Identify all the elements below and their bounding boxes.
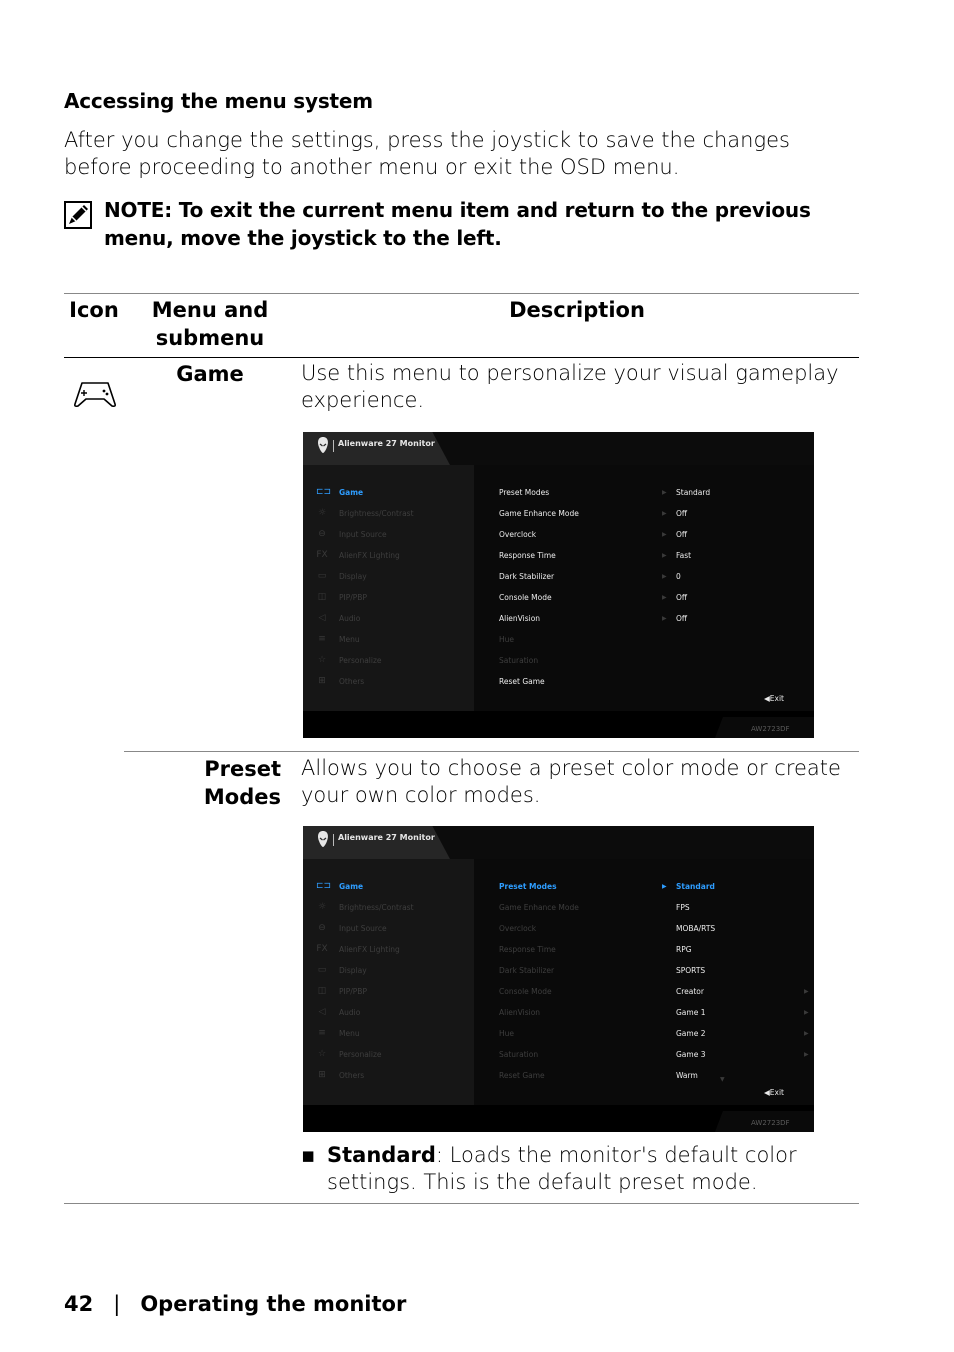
gamepad-icon: ⊏⊐: [316, 881, 332, 891]
osd-left-item: AlienFX Lighting: [339, 551, 400, 560]
arrow-right-icon: ▶: [662, 531, 667, 538]
osd-left-item: Brightness/Contrast: [339, 509, 414, 518]
menu-game: Game: [176, 362, 244, 386]
osd-model: AW2723DF: [751, 725, 790, 733]
osd-left-item: Audio: [339, 1008, 361, 1017]
alienware-logo-icon: [317, 437, 329, 453]
osd-preset-option: Game 1: [676, 1008, 706, 1017]
osd-submenu-item: Overclock: [499, 530, 537, 539]
arrow-right-icon: ▶: [662, 883, 667, 890]
osd-submenu-item: Console Mode: [499, 593, 552, 602]
page-footer: 42 | Operating the monitor: [64, 1292, 407, 1316]
arrow-right-icon: ▶: [662, 552, 667, 559]
osd-left-item: Menu: [339, 635, 360, 644]
audio-icon: ◁: [318, 613, 326, 623]
arrow-right-icon: ▶: [804, 988, 809, 995]
arrow-right-icon: ▶: [662, 489, 667, 496]
gamepad-icon: ⊏⊐: [316, 487, 332, 497]
osd-model: AW2723DF: [751, 1119, 790, 1127]
osd-submenu-item: AlienVision: [499, 614, 541, 623]
arrow-right-icon: ▶: [662, 510, 667, 517]
osd-value: Off: [676, 509, 688, 518]
osd-exit: ◀Exit: [764, 694, 784, 703]
fx-icon: FX: [316, 944, 328, 954]
osd-left-item: Others: [339, 677, 365, 686]
osd-left-item: PIP/PBP: [339, 987, 367, 996]
osd-preset-option: SPORTS: [676, 966, 706, 975]
osd-submenu-item: Dark Stabilizer: [499, 572, 555, 581]
osd-left-item: Input Source: [339, 924, 387, 933]
bullet-text: : Loads the monitor's default color settings. This is the default preset mode.: [327, 1143, 797, 1194]
osd-value: Off: [676, 614, 688, 623]
osd-submenu-item: Preset Modes: [499, 882, 557, 891]
fx-icon: FX: [316, 550, 328, 560]
osd-left-item: Display: [339, 572, 367, 581]
osd-preset-option: FPS: [676, 903, 690, 912]
osd-preset-option: Game 3: [676, 1050, 706, 1059]
section-heading: Accessing the menu system: [64, 89, 373, 113]
page-number: 42: [64, 1292, 94, 1316]
pip-icon: ◫: [317, 986, 327, 996]
brightness-icon: ☼: [317, 508, 327, 518]
star-icon: ☆: [317, 1049, 327, 1059]
input-icon: ⊖: [318, 529, 326, 539]
arrow-right-icon: ▶: [804, 1009, 809, 1016]
osd-submenu-item: Reset Game: [499, 677, 545, 686]
arrow-right-icon: ▶: [662, 615, 667, 622]
audio-icon: ◁: [318, 1007, 326, 1017]
osd-submenu-item: Response Time: [499, 945, 556, 954]
input-icon: ⊖: [318, 923, 326, 933]
scroll-down-icon: ▼: [720, 1076, 725, 1083]
menu-icon: ≡: [318, 634, 326, 644]
osd-submenu-item: Game Enhance Mode: [499, 509, 579, 518]
bullet-marker: ▪: [301, 1143, 316, 1167]
osd-value: Off: [676, 593, 688, 602]
osd-submenu-item: Reset Game: [499, 1071, 545, 1080]
gamepad-icon: [72, 380, 118, 408]
osd-value: Off: [676, 530, 688, 539]
osd-left-item: AlienFX Lighting: [339, 945, 400, 954]
row-divider: [124, 751, 859, 752]
osd-value: 0: [676, 572, 681, 581]
table-header-rule: [64, 357, 859, 358]
osd-screenshot-game: [303, 432, 814, 738]
osd-submenu-item: Preset Modes: [499, 488, 550, 497]
display-icon: ▭: [317, 571, 327, 581]
osd-left-item: Menu: [339, 1029, 360, 1038]
osd-left-item: PIP/PBP: [339, 593, 367, 602]
osd-submenu-item: Console Mode: [499, 987, 552, 996]
osd-submenu-item: Saturation: [499, 1050, 539, 1059]
pip-icon: ◫: [317, 592, 327, 602]
osd-left-item: Personalize: [339, 656, 382, 665]
bullet-term: Standard: [327, 1143, 436, 1167]
intro-paragraph: After you change the settings, press the joystick to save the changes before proceeding to another menu or exit the OSD menu.: [64, 128, 790, 179]
table-bottom-rule: [64, 1203, 859, 1204]
osd-preset-option: Standard: [676, 882, 715, 891]
osd-left-item: Input Source: [339, 530, 387, 539]
osd-left-item: Brightness/Contrast: [339, 903, 414, 912]
osd-preset-option: Creator: [676, 987, 704, 996]
desc-preset-modes: Allows you to choose a preset color mode or create your own color modes.: [301, 756, 841, 807]
osd-submenu-item: Saturation: [499, 656, 539, 665]
osd-preset-option: MOBA/RTS: [676, 924, 716, 933]
display-icon: ▭: [317, 965, 327, 975]
osd-value: Fast: [676, 551, 692, 560]
osd-left-item: Personalize: [339, 1050, 382, 1059]
osd-left-item: Game: [339, 882, 364, 891]
alienware-logo-icon: [317, 831, 329, 847]
osd-submenu-item: AlienVision: [499, 1008, 541, 1017]
arrow-right-icon: ▶: [662, 573, 667, 580]
osd-value: Standard: [676, 488, 711, 497]
osd-title: Alienware 27 Monitor: [338, 833, 435, 842]
arrow-right-icon: ▶: [662, 594, 667, 601]
col-header-description: Description: [509, 298, 645, 322]
osd-exit: ◀Exit: [764, 1088, 784, 1097]
osd-submenu-item: Dark Stabilizer: [499, 966, 555, 975]
osd-left-item: Game: [339, 488, 364, 497]
menu-preset-modes: Preset Modes: [203, 757, 281, 809]
desc-game: Use this menu to personalize your visual gameplay experience.: [301, 361, 839, 412]
arrow-right-icon: ▶: [804, 1030, 809, 1037]
col-header-menu: Menu and submenu: [151, 298, 269, 350]
brightness-icon: ☼: [317, 902, 327, 912]
osd-submenu-item: Game Enhance Mode: [499, 903, 579, 912]
osd-preset-option: Warm: [676, 1071, 698, 1080]
osd-submenu-item: Hue: [499, 635, 515, 644]
osd-left-item: Display: [339, 966, 367, 975]
note-text: NOTE: To exit the current menu item and return to the previous menu, move the joystick to the left.: [104, 198, 811, 250]
osd-left-item: Others: [339, 1071, 365, 1080]
arrow-right-icon: ▶: [804, 1051, 809, 1058]
osd-submenu-item: Overclock: [499, 924, 537, 933]
osd-submenu-item: Hue: [499, 1029, 515, 1038]
note-pencil-icon: [64, 201, 92, 229]
osd-preset-option: Game 2: [676, 1029, 706, 1038]
menu-icon: ≡: [318, 1028, 326, 1038]
col-header-icon: Icon: [69, 298, 119, 322]
others-icon: ⊞: [318, 676, 326, 686]
osd-submenu-item: Response Time: [499, 551, 556, 560]
table-top-rule: [64, 293, 859, 294]
star-icon: ☆: [317, 655, 327, 665]
osd-screenshot-preset-modes: [303, 826, 814, 1132]
osd-preset-option: RPG: [676, 945, 692, 954]
osd-title: Alienware 27 Monitor: [338, 439, 435, 448]
osd-left-item: Audio: [339, 614, 361, 623]
footer-section: Operating the monitor: [140, 1292, 407, 1316]
others-icon: ⊞: [318, 1070, 326, 1080]
